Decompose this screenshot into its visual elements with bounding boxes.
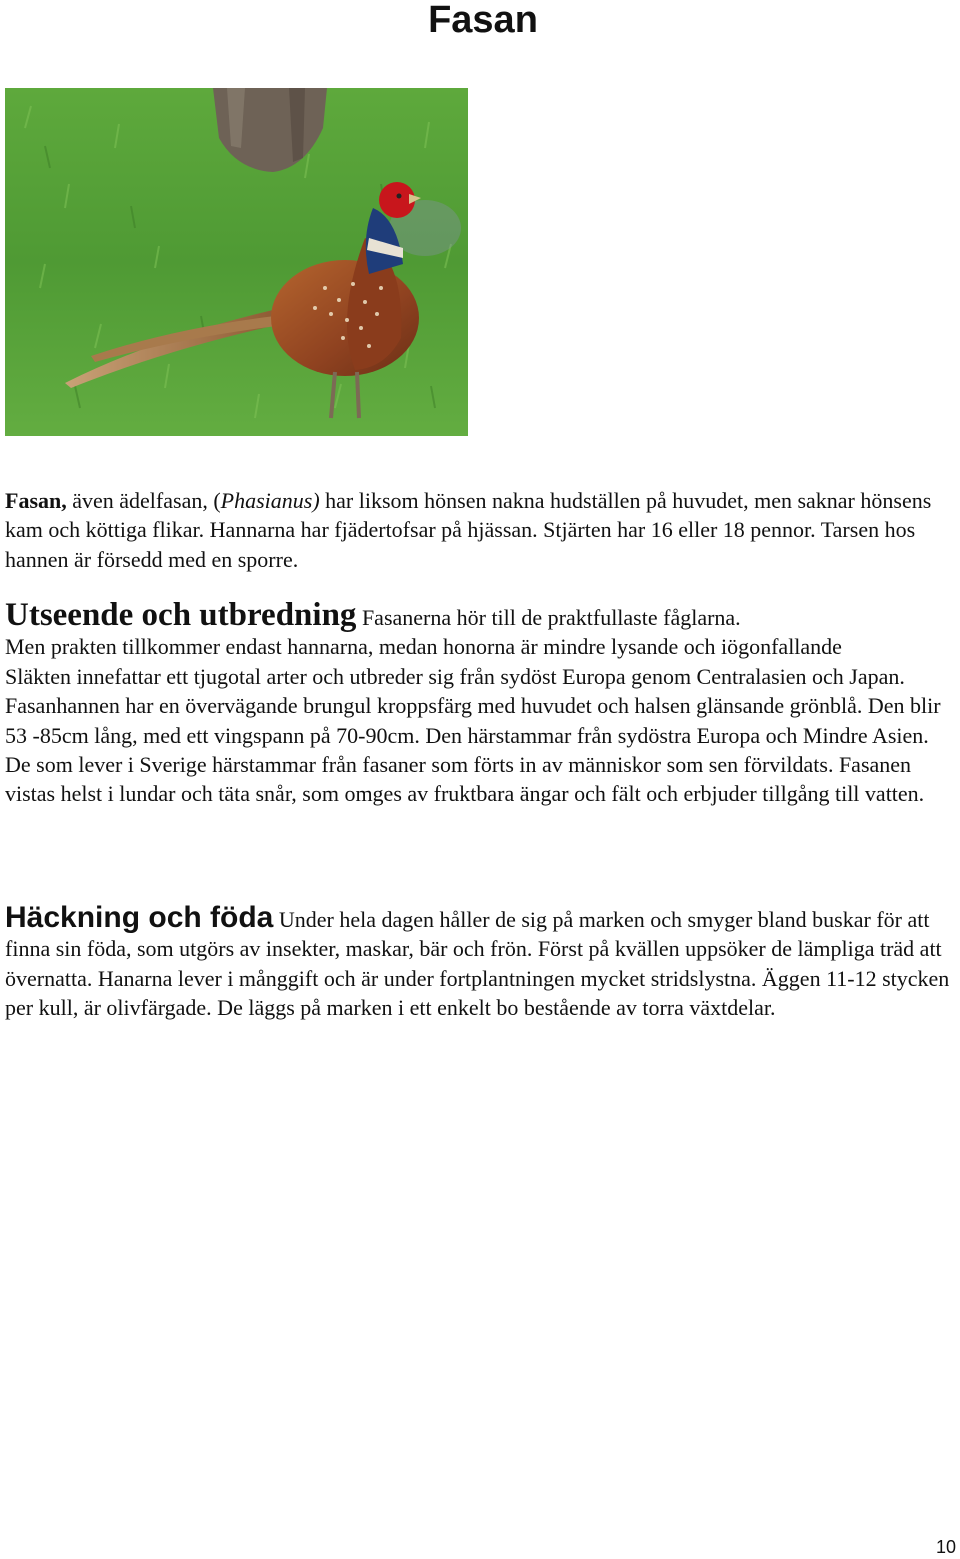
intro-paragraph — [5, 486, 955, 574]
section-heading-utseende: Utseende och utbredning — [5, 597, 357, 633]
page-number: 10 — [935, 1537, 956, 1557]
section-utseende-intro: Fasanerna hör till de praktfullaste fåglarna. — [356, 605, 741, 630]
section-hackning — [5, 903, 955, 1023]
section-utseende-text-3: Släkten innefattar ett tjugotal arter och utbreder sig från sydöst Europa genom Centralasien och Japan. Fasanhannen har en övervägande brungul kroppsfärg med huvudet och halsen glänsande grönblå. Den blir 53 -85cm lång, med ett vingspann på 70-90cm. Den härstammar från sydöstra Europa och Mindre Asien. De som lever i Sverige härstammar från fasaner som förts in av människor som sen förvildats. Fasanen vistas helst i lundar och täta snår, som omges av fruktbara ängar och fält och erbjuder tillgång till vatten. — [5, 663, 941, 807]
pheasant-photo — [5, 88, 468, 436]
section-heading-hackning: Häckning och föda — [5, 901, 274, 934]
intro-scientific-name: Phasianus) — [220, 488, 320, 513]
pheasant-photo-illustration — [5, 88, 468, 436]
section-hackning-text: Under hela dagen håller de sig på marken och smyger bland buskar för att finna sin föda, som utgörs av insekter, maskar, bär och frön. Först på kvällen uppsöker de lämpliga träd att övernatta. Hanarna lever i månggift och är under fortplantningen mycket stridslystna. Äggen 11-12 stycken per kull, är olivfärgade. De läggs på marken i ett enkelt bo bestående av torra växtdelar. — [5, 907, 950, 1021]
section-utseende — [5, 597, 955, 809]
section-utseende-text-2: Men prakten tillkommer endast hannarna, medan honorna är mindre lysande och iögonfallande — [5, 634, 842, 660]
intro-lead-term: Fasan, — [5, 488, 67, 513]
intro-text-before-italic: även ädelfasan, ( — [66, 488, 221, 513]
page-title: Fasan — [428, 0, 538, 41]
intro-text-after-italic: har liksom hönsen nakna hudställen på huvudet, men saknar hönsens kam och köttiga flikar. Hannarna har fjädertofsar på hjässan. Stjärten har 16 eller 18 pennor. Tarsen hos hannen är försedd med en sporre. — [5, 488, 932, 572]
